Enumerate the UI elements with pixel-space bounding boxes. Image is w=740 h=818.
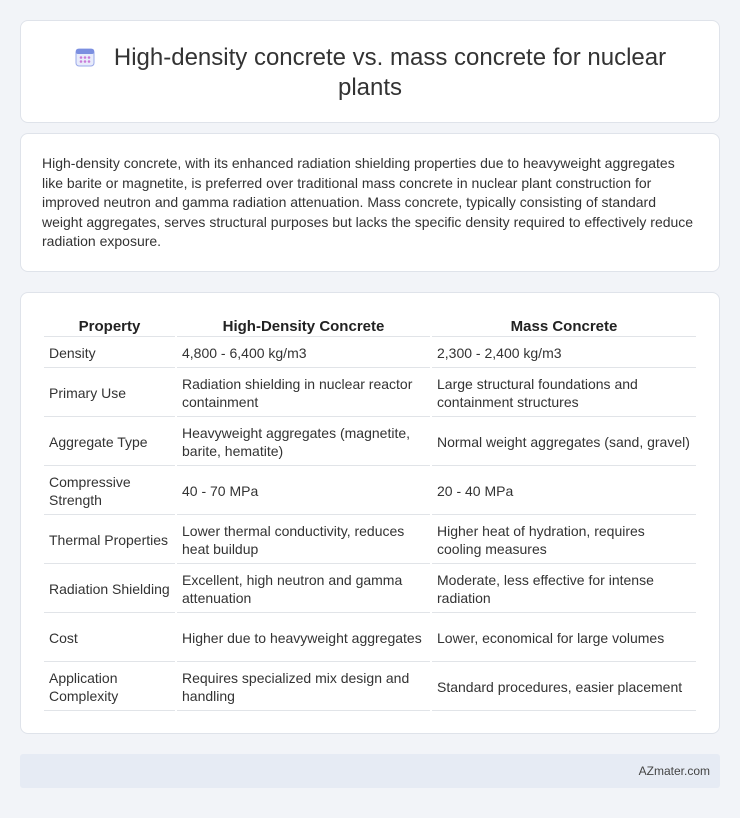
row-mass-concrete-value: Standard procedures, easier placement	[432, 664, 696, 711]
page-title-wrap	[21, 43, 719, 103]
intro-paragraph: High-density concrete, with its enhanced radiation shielding properties due to heavyweight aggregates like barite or magnetite, is preferred over traditional mass concrete in nuclear plant construction for improved neutron and gamma radiation attenuation. Mass concrete, typically consisting of standard weight aggregates, serves structural purposes but lacks the specific density required to effectively reduce radiation exposure.	[42, 155, 694, 250]
table-row	[44, 566, 696, 613]
row-mass-concrete-value: Higher heat of hydration, requires cooling measures	[432, 517, 696, 564]
row-high-density-value: Radiation shielding in nuclear reactor containment	[177, 370, 430, 417]
row-mass-concrete-value: Moderate, less effective for intense radiation	[432, 566, 696, 613]
table-row	[44, 339, 696, 368]
row-property: Compressive Strength	[44, 468, 175, 515]
row-high-density-value: 4,800 - 6,400 kg/m3	[177, 339, 430, 368]
row-property: Application Complexity	[44, 664, 175, 711]
table-row	[44, 419, 696, 466]
row-mass-concrete-value: Lower, economical for large volumes	[432, 615, 696, 662]
row-high-density-value: Lower thermal conductivity, reduces heat buildup	[177, 517, 430, 564]
row-high-density-value: Excellent, high neutron and gamma attenuation	[177, 566, 430, 613]
table-row	[44, 517, 696, 564]
comparison-table-card	[20, 292, 720, 734]
header-property: Property	[44, 315, 175, 337]
row-property: Primary Use	[44, 370, 175, 417]
row-property: Density	[44, 339, 175, 368]
row-property: Aggregate Type	[44, 419, 175, 466]
row-mass-concrete-value: Normal weight aggregates (sand, gravel)	[432, 419, 696, 466]
page-title: High-density concrete vs. mass concrete for nuclear plants	[113, 44, 667, 101]
footer-site-link[interactable]: AZmater.com	[638, 764, 710, 778]
table-row	[44, 664, 696, 711]
row-mass-concrete-value: Large structural foundations and containment structures	[432, 370, 696, 417]
row-high-density-value: Heavyweight aggregates (magnetite, barite, hematite)	[177, 419, 430, 466]
row-property: Thermal Properties	[44, 517, 175, 564]
row-mass-concrete-value: 2,300 - 2,400 kg/m3	[432, 339, 696, 368]
header-high-density: High-Density Concrete	[177, 315, 430, 337]
title-card	[20, 20, 720, 123]
table-row	[44, 370, 696, 417]
row-property: Cost	[44, 615, 175, 662]
row-high-density-value: Requires specialized mix design and handling	[177, 664, 430, 711]
row-high-density-value: 40 - 70 MPa	[177, 468, 430, 515]
calendar-grid-icon	[74, 46, 96, 68]
header-mass-concrete: Mass Concrete	[432, 315, 696, 337]
table-row	[44, 468, 696, 515]
comparison-table	[42, 313, 698, 713]
footer-bar	[20, 754, 720, 788]
row-property: Radiation Shielding	[44, 566, 175, 613]
row-mass-concrete-value: 20 - 40 MPa	[432, 468, 696, 515]
table-row	[44, 615, 696, 662]
row-high-density-value: Higher due to heavyweight aggregates	[177, 615, 430, 662]
intro-card	[20, 133, 720, 272]
table-header-row	[44, 315, 696, 337]
